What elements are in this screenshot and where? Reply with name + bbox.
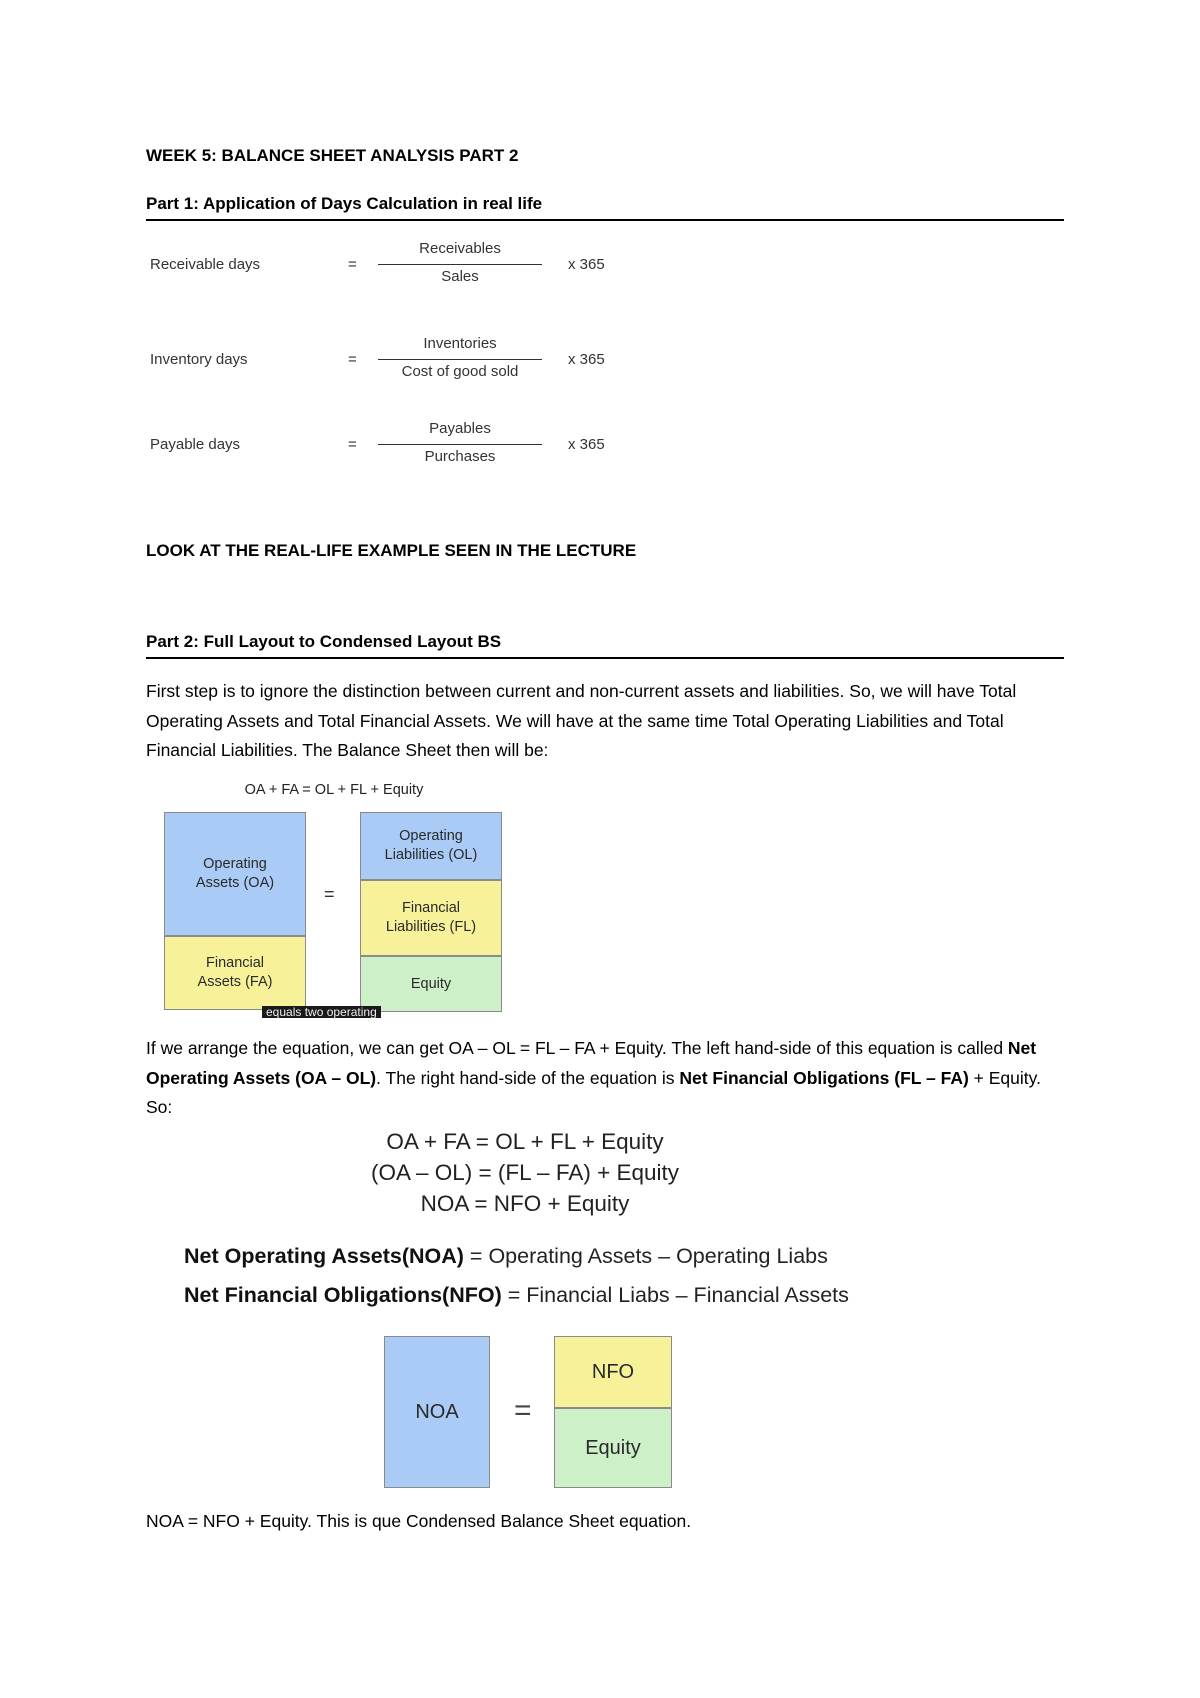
noa-label: NOA xyxy=(415,1400,459,1423)
equals-sign: = xyxy=(514,1394,532,1427)
equation-line: NOA = NFO + Equity xyxy=(420,1191,630,1216)
noa-definition xyxy=(184,1244,828,1269)
days-formulas xyxy=(150,238,620,468)
fraction-bar xyxy=(378,444,542,445)
operating-liabilities-box xyxy=(360,812,502,880)
formula-denominator: Sales xyxy=(441,268,479,285)
nfo-box xyxy=(554,1336,672,1408)
part2-heading: Part 2: Full Layout to Condensed Layout BS xyxy=(146,632,502,651)
paragraph-text: + Equity. So: xyxy=(146,1067,1041,1117)
diagram-caption: OA + FA = OL + FL + Equity xyxy=(244,782,424,798)
nfo-definition xyxy=(184,1283,849,1308)
equations-block xyxy=(314,1126,736,1219)
formula-denominator: Purchases xyxy=(424,448,496,465)
noa-term: Net Operating Assets (OA – OL) xyxy=(146,1038,1037,1088)
definition-term: Net Financial Obligations(NFO) xyxy=(184,1283,502,1307)
equation-line: OA + FA = OL + FL + Equity xyxy=(386,1129,664,1154)
paragraph-text: If we arrange the equation, we can get OA – OL = FL – FA + Equity. The left hand-side of this equation is called xyxy=(146,1038,1008,1058)
formula-denominator: Cost of good sold xyxy=(401,363,519,380)
formula-equals: = xyxy=(348,351,357,368)
equity-label: Equity xyxy=(585,1436,641,1459)
noa-box xyxy=(384,1336,490,1488)
formula-label: Payable days xyxy=(150,436,241,453)
definition-text: = Operating Assets – Operating Liabs xyxy=(463,1244,828,1268)
formula-equals: = xyxy=(348,256,357,273)
page-title: WEEK 5: BALANCE SHEET ANALYSIS PART 2 xyxy=(146,146,519,165)
fraction-bar xyxy=(378,264,542,265)
equity-box xyxy=(554,1408,672,1488)
condensed-diagram xyxy=(384,1336,674,1488)
formula-multiplier: x 365 xyxy=(568,351,605,368)
nfo-label: NFO xyxy=(591,1360,635,1383)
formula-label: Receivable days xyxy=(150,256,261,273)
fraction-bar xyxy=(378,359,542,360)
paragraph-text: . The right hand-side of the equation is xyxy=(376,1067,680,1088)
nfo-term: Net Financial Obligations (FL – FA) xyxy=(679,1067,969,1088)
definition-term: Net Operating Assets(NOA) xyxy=(184,1244,464,1268)
formula-numerator: Payables xyxy=(429,420,491,437)
formula-multiplier: x 365 xyxy=(568,256,605,273)
definition-text: = Financial Liabs – Financial Assets xyxy=(501,1283,849,1307)
formula-numerator: Inventories xyxy=(423,335,497,352)
equity-box xyxy=(360,956,502,1012)
balance-sheet-diagram xyxy=(164,782,504,1018)
formula-equals: = xyxy=(348,436,357,453)
formula-numerator: Receivables xyxy=(419,240,501,257)
equity-label: Equity xyxy=(410,975,452,992)
caption-overlay: equals two operating xyxy=(262,1006,381,1018)
formula-label: Inventory days xyxy=(150,351,248,368)
ol-label: Operating Liabilities (OL) xyxy=(384,828,478,863)
formula-multiplier: x 365 xyxy=(568,436,605,453)
financial-liabilities-box xyxy=(360,880,502,956)
oa-label: Operating Assets (OA) xyxy=(195,856,275,891)
operating-assets-box xyxy=(164,812,306,936)
part1-rule xyxy=(146,219,1064,221)
equals-sign: = xyxy=(324,884,335,904)
conclusion-paragraph: NOA = NFO + Equity. This is que Condensed Balance Sheet equation. xyxy=(146,1511,692,1531)
part1-heading: Part 1: Application of Days Calculation in real life xyxy=(146,194,543,213)
equation-line: (OA – OL) = (FL – FA) + Equity xyxy=(370,1160,680,1185)
part2-rule xyxy=(146,657,1064,659)
fa-label: Financial Assets (FA) xyxy=(197,955,273,990)
arrangement-paragraph xyxy=(146,1034,1066,1123)
lecture-note: LOOK AT THE REAL-LIFE EXAMPLE SEEN IN THE LECTURE xyxy=(146,541,637,560)
fl-label: Financial Liabilities (FL) xyxy=(385,900,477,935)
financial-assets-box xyxy=(164,936,306,1010)
intro-paragraph: First step is to ignore the distinction between current and non-current assets and liabilities. So, we will have Total Operating Assets and Total Financial Assets. We will have at the same time Total Operating Liabilities and Total Financial Liabilities. The Balance Sheet then will be: xyxy=(146,681,1017,760)
